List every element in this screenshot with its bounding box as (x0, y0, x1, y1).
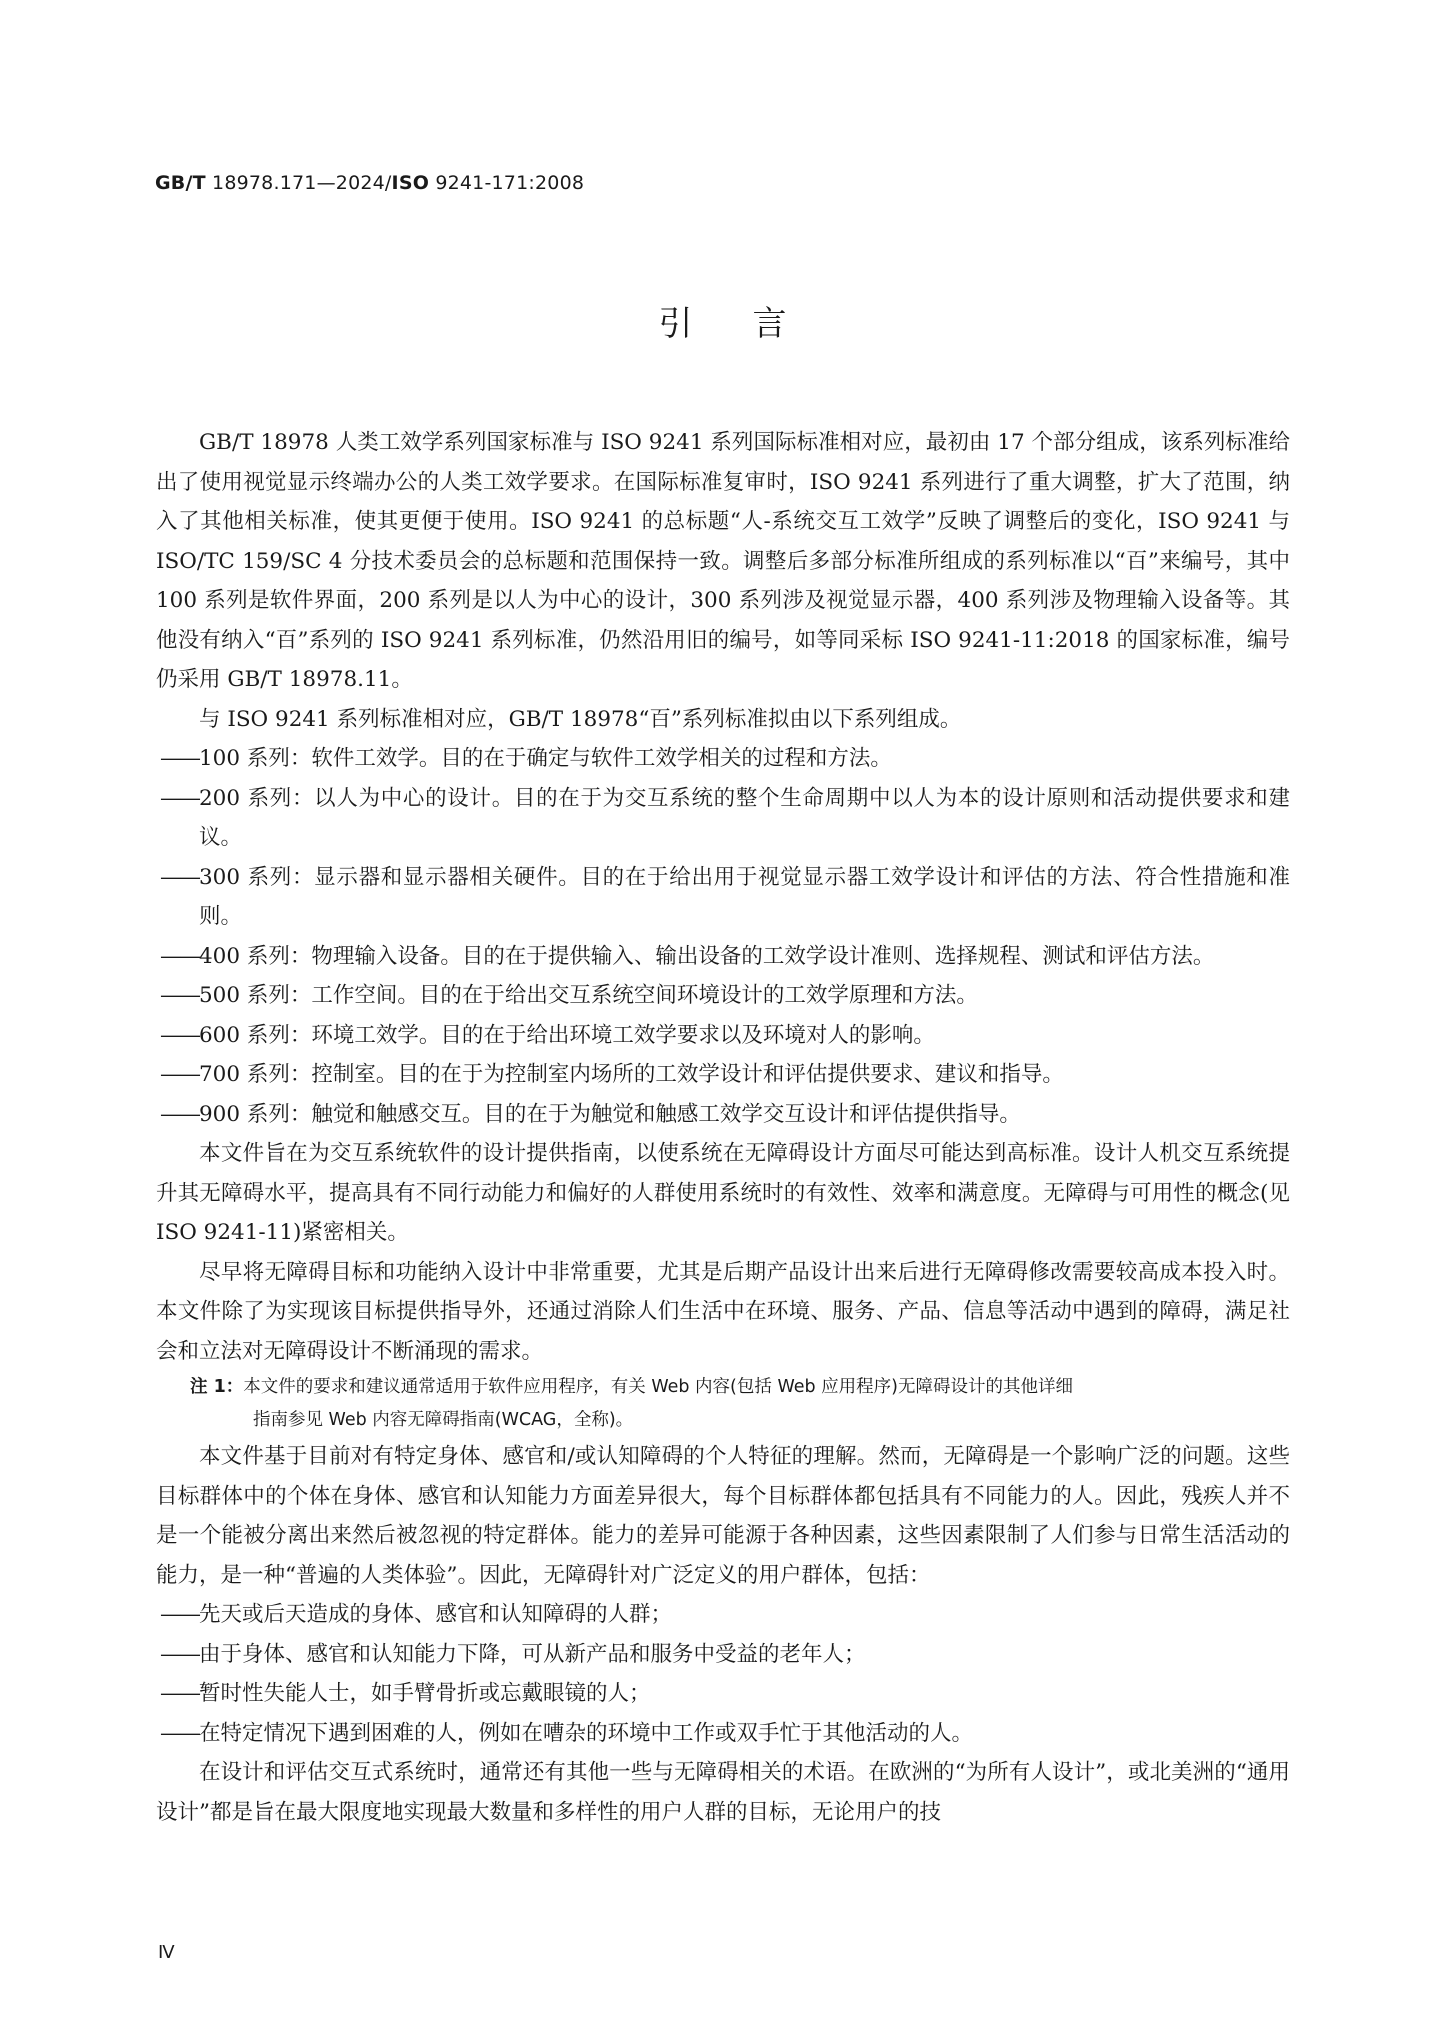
paragraph-5: 本文件基于目前对有特定身体、感官和/或认知障碍的个人特征的理解。然而，无障碍是一个影响广泛的问题。这些目标群体中的个体在身体、感官和认知能力方面差异很大，每个目标群体都包括具有不同能力的人。因此，残疾人并不是一个能被分离出来然后被忽视的特定群体。能力的差异可能源于各种因素，这些因素限制了人们参与日常生活活动的能力，是一种“普遍的人类体验”。因此，无障碍针对广泛定义的用户群体，包括： (156, 1444, 1290, 1588)
note-line-1: 本文件的要求和建议通常适用于软件应用程序，有关 Web 内容(包括 Web 应用程序)无障碍设计的其他详细 (243, 1377, 1073, 1397)
header-iso-number: 9241-171:2008 (435, 172, 585, 194)
paragraph-2: 与 ISO 9241 系列标准相对应，GB/T 18978“百”系列标准拟由以下系列组成。 (199, 706, 962, 732)
note-line-2: 指南参见 Web 内容无障碍指南(WCAG，全称)。 (253, 1410, 634, 1430)
list-item: —— 100 系列：软件工效学。目的在于确定与软件工效学相关的过程和方法。 (160, 746, 892, 771)
list-item: —— 由于身体、感官和认知能力下降，可从新产品和服务中受益的老年人； (160, 1641, 866, 1667)
list-item: —— 先天或后天造成的身体、感官和认知障碍的人群； (160, 1602, 673, 1627)
header-iso: ISO (391, 172, 430, 194)
list-item: —— 600 系列：环境工效学。目的在于给出环境工效学要求以及环境对人的影响。 (160, 1022, 935, 1048)
header-std-number: 18978.171—2024/ (212, 172, 392, 194)
list-item: —— 900 系列：触觉和触感交互。目的在于为触觉和触感工效学交互设计和评估提供指导。 (160, 1101, 1021, 1127)
page-title: 引言 (658, 304, 847, 344)
list-item: —— 500 系列：工作空间。目的在于给出交互系统空间环境设计的工效学原理和方法。 (160, 983, 978, 1008)
header-prefix: GB/T (155, 172, 206, 194)
note-label: 注 1： (190, 1377, 244, 1397)
list-item: —— 200 系列：以人为中心的设计。目的在于为交互系统的整个生命周期中以人为本的设计原则和活动提供要求和建议。 (160, 785, 1290, 850)
paragraph-3: 本文件旨在为交互系统软件的设计提供指南，以使系统在无障碍设计方面尽可能达到高标准。设计人机交互系统提升其无障碍水平，提高具有不同行动能力和偏好的人群使用系统时的有效性、效率和满意度。无障碍与可用性的概念(见 ISO 9241-11)紧密相关。 (156, 1141, 1290, 1245)
list-item: —— 在特定情况下遇到困难的人，例如在嘈杂的环境中工作或双手忙于其他活动的人。 (160, 1720, 974, 1746)
list-item: —— 700 系列：控制室。目的在于为控制室内场所的工效学设计和评估提供要求、建议和指导。 (160, 1062, 1064, 1087)
list-item: —— 暂时性失能人士，如手臂骨折或忘戴眼镜的人； (160, 1681, 651, 1706)
page-number: Ⅳ (158, 1942, 175, 1963)
paragraph-4: 尽早将无障碍目标和功能纳入设计中非常重要，尤其是后期产品设计出来后进行无障碍修改需要较高成本投入时。本文件除了为实现该目标提供指导外，还通过消除人们生活中在环境、服务、产品、信息等活动中遇到的障碍，满足社会和立法对无障碍设计不断涌现的需求。 (156, 1259, 1290, 1364)
list-item: —— 400 系列：物理输入设备。目的在于提供输入、输出设备的工效学设计准则、选择规程、测试和评估方法。 (160, 943, 1215, 969)
body-text (156, 423, 1290, 1832)
note-1 (190, 1371, 1290, 1437)
paragraph-1: GB/T 18978 人类工效学系列国家标准与 ISO 9241 系列国际标准相对应，最初由 17 个部分组成，该系列标准给出了使用视觉显示终端办公的人类工效学要求。在国际标准复审时，ISO 9241 系列进行了重大调整，扩大了范围，纳入了其他相关标准，使其更便于使用。ISO 9241 的总标题“人-系统交互工效学”反映了调整后的变化，ISO 9241 与 ISO/TC 159/SC 4 分技术委员会的总标题和范围保持一致。调整后多部分标准所组成的系列标准以“百”来编号，其中 100 系列是软件界面，200 系列是以人为中心的设计，300 系列涉及视觉显示器，400 系列涉及物理输入设备等。其他没有纳入“百”系列的 ISO 9241 系列标准，仍然沿用旧的编号，如等同采标 ISO 9241-11:2018 的国家标准，编号仍采用 GB/T 18978.11。 (156, 430, 1290, 692)
paragraph-6: 在设计和评估交互式系统时，通常还有其他一些与无障碍相关的术语。在欧洲的“为所有人设计”，或北美洲的“通用设计”都是旨在最大限度地实现最大数量和多样性的用户人群的目标，无论用户的技 (156, 1760, 1290, 1825)
standard-header (155, 172, 584, 194)
list-item: —— 300 系列：显示器和显示器相关硬件。目的在于给出用于视觉显示器工效学设计和评估的方法、符合性措施和准则。 (160, 864, 1290, 929)
